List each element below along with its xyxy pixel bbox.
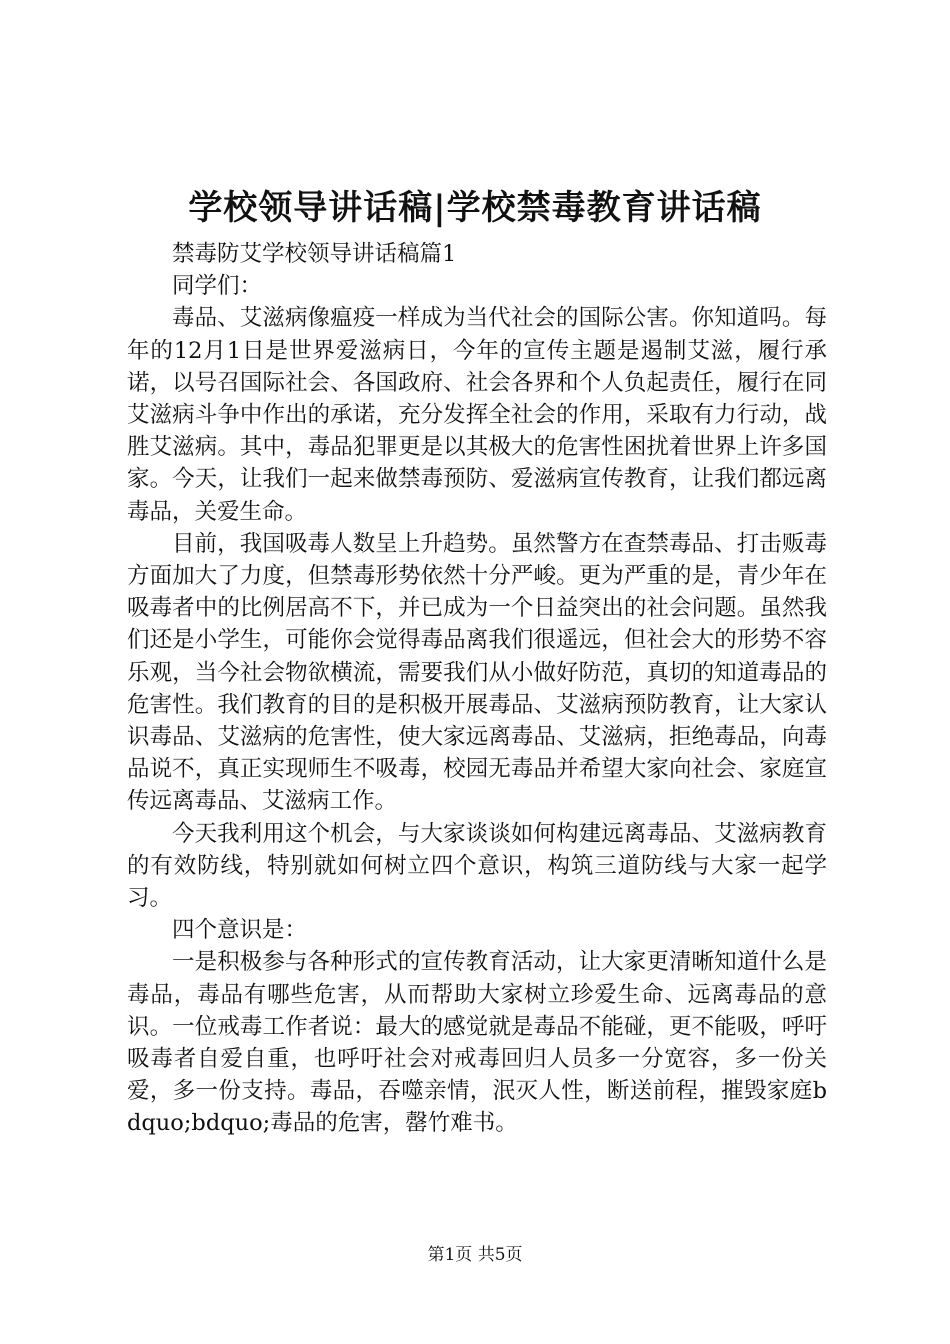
paragraph: 四个意识是： [172, 917, 308, 944]
paragraph: 目前，我国吸毒人数呈上升趋势。虽然警方在查禁毒品、打击贩毒方面加大了力度，但禁毒形势依然十分严峻。更为严重的是，青少年在吸毒者中的比例居高不下，并已成为一个日益突出的社会问题。虽然我们还是小学生，可能你会觉得毒品离我们很遥远，但社会大的形势不容乐观，当今社会物欲横流，需要我们从小做好防范，真切的知道毒品的危害性。我们教育的目的是积极开展毒品、艾滋病预防教育，让大家认识毒品、艾滋病的危害性，使大家远离毒品、艾滋病，拒绝毒品，向毒品说不，真正实现师生不吸毒，校园无毒品并希望大家向社会、家庭宣传远离毒品、艾滋病工作。 [127, 530, 827, 815]
paragraph: 一是积极参与各种形式的宣传教育活动，让大家更清晰知道什么是毒品，毒品有哪些危害，从而帮助大家树立珍爱生命、远离毒品的意识。一位戒毒工作者说：最大的感觉就是毒品不能碰，更不能吸，呼吁吸毒者自爱自重，也呼吁社会对戒毒回归人员多一分宽容，多一份关爱，多一份支持。毒品，吞噬亲情，泯灭人性，断送前程，摧毁家庭bdquo;bdquo;毒品的危害，罄竹难书。 [127, 949, 827, 1137]
document-body [127, 238, 827, 1140]
page-footer: 第1页 共5页 [427, 1245, 523, 1265]
document-title: 学校领导讲话稿|学校禁毒教育讲话稿 [188, 188, 762, 228]
paragraph-heading: 禁毒防艾学校领导讲话稿篇1 [172, 241, 457, 267]
paragraph-salutation: 同学们： [172, 273, 263, 300]
paragraph: 毒品、艾滋病像瘟疫一样成为当代社会的国际公害。你知道吗。每年的12月1日是世界爱滋病日，今年的宣传主题是遏制艾滋，履行承诺，以号召国际社会、各国政府、社会各界和个人负起责任，履行在同艾滋病斗争中作出的承诺，充分发挥全社会的作用，采取有力行动，战胜艾滋病。其中，毒品犯罪更是以其极大的危害性困扰着世界上许多国家。今天，让我们一起来做禁毒预防、爱滋病宣传教育，让我们都远离毒品，关爱生命。 [127, 305, 827, 525]
paragraph: 今天我利用这个机会，与大家谈谈如何构建远离毒品、艾滋病教育的有效防线，特别就如何树立四个意识，构筑三道防线与大家一起学习。 [127, 820, 827, 912]
